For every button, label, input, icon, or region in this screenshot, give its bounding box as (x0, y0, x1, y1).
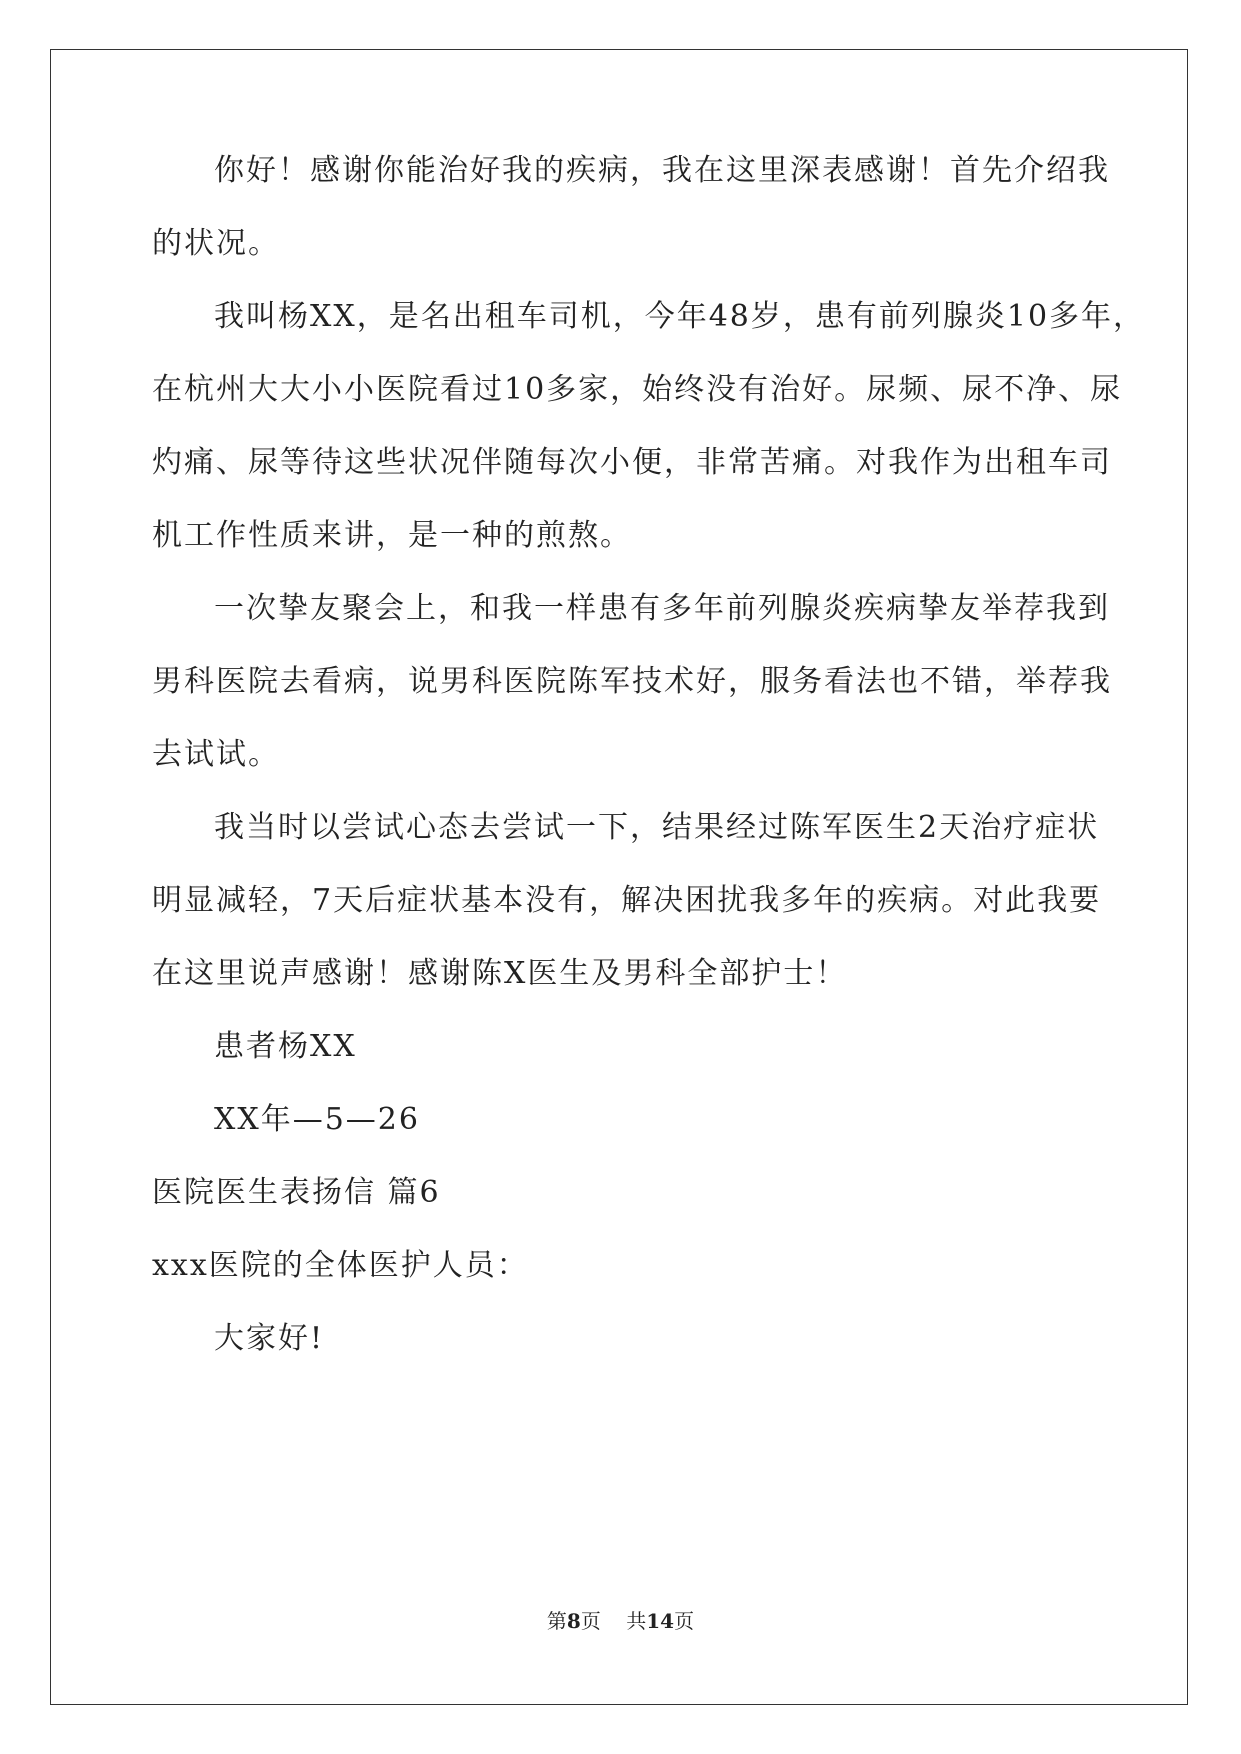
section-heading: 医院医生表扬信 篇6 (152, 1175, 441, 1210)
signature-name: 患者杨XX (214, 1029, 357, 1064)
paragraph-line: 在这里说声感谢！感谢陈X医生及男科全部护士！ (152, 956, 848, 991)
paragraph-line: 男科医院去看病，说男科医院陈军技术好，服务看法也不错，举荐我 (152, 664, 1112, 699)
paragraph-line: 明显减轻，7天后症状基本没有，解决困扰我多年的疾病。对此我要 (152, 883, 1102, 918)
paragraph-line: 一次挚友聚会上，和我一样患有多年前列腺炎疾病挚友举荐我到 (214, 591, 1110, 626)
total-suffix: 页 (674, 1609, 695, 1633)
page-footer (0, 1609, 1241, 1633)
paragraph-line: 的状况。 (152, 226, 280, 261)
salutation: xxx医院的全体医护人员： (152, 1248, 529, 1283)
page-number: 8 (566, 1609, 581, 1633)
paragraph-line: 灼痛、尿等待这些状况伴随每次小便，非常苦痛。对我作为出租车司 (152, 445, 1112, 480)
paragraph-line: 你好！感谢你能治好我的疾病，我在这里深表感谢！首先介绍我 (214, 153, 1110, 188)
total-prefix: 共 (626, 1609, 647, 1633)
page-suffix: 页 (580, 1609, 601, 1633)
greeting: 大家好! (214, 1321, 325, 1356)
page-border (50, 49, 1188, 1705)
paragraph-line: 我当时以尝试心态去尝试一下，结果经过陈军医生2天治疗症状 (214, 810, 1100, 845)
total-pages: 14 (646, 1609, 675, 1633)
paragraph-line: 在杭州大大小小医院看过10多家，始终没有治好。尿频、尿不净、尿 (152, 372, 1123, 407)
paragraph-line: 机工作性质来讲，是一种的煎熬。 (152, 518, 632, 553)
paragraph-line: 我叫杨XX，是名出租车司机，今年48岁，患有前列腺炎10多年， (214, 299, 1146, 334)
page-prefix: 第 (546, 1609, 567, 1633)
signature-date: XX年—5—26 (214, 1102, 420, 1137)
paragraph-line: 去试试。 (152, 737, 280, 772)
